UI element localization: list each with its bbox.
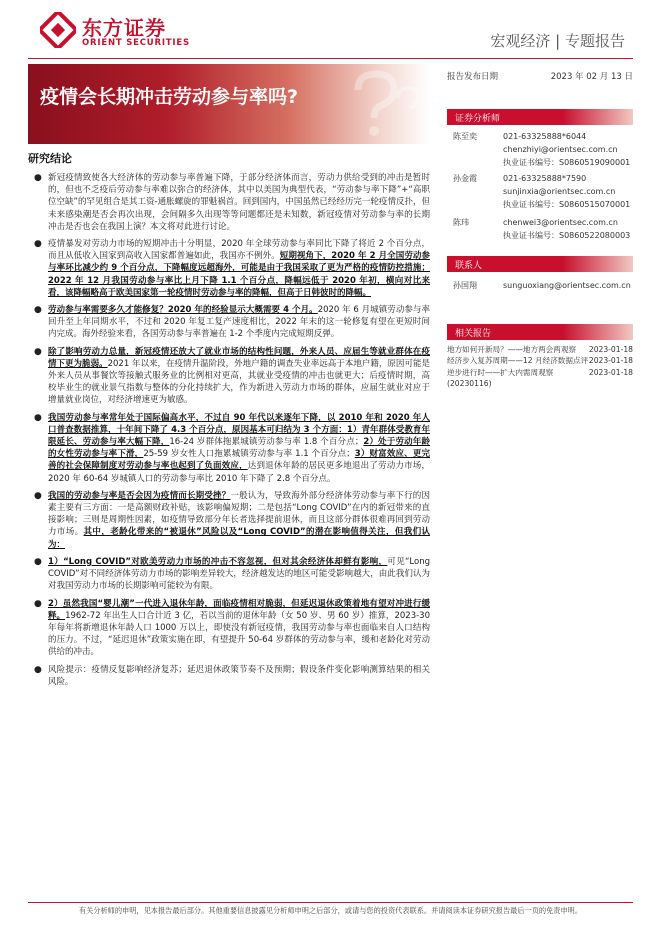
- analyst-license: 执业证书编号：S0860522080003: [503, 231, 631, 240]
- bullet-text: 1962-72 年出生人口合计近 3 亿，若以当前的退休年龄（女 50 岁、男 60 岁）推算，2023-30 年每年将新增退休年龄人口 1000 万以上，即使没有新冠疫情，我国劳动参与率也面临来自人口结构的压力。不过，“延迟退休”政策实施在即，有望提升 50-64 岁群体的劳动参与率，缓和老龄化对劳动供给的冲击。: [48, 610, 430, 658]
- contact-name: 孙国翔: [453, 281, 477, 290]
- bullet-dot-icon: ●: [34, 556, 42, 567]
- section-title: 研究结论: [28, 152, 72, 165]
- related-report-title[interactable]: 经济步入复苏周期——12 月经济数据点评: [447, 356, 589, 366]
- bullet-dot-icon: ●: [34, 664, 42, 675]
- bullet-dot-icon: ●: [34, 305, 42, 316]
- related-report-date: 2023-01-18: [588, 356, 633, 366]
- related-report-item[interactable]: [447, 344, 633, 355]
- analyst-email[interactable]: chenwei3@orientsec.com.cn: [503, 218, 618, 227]
- bullet-emphasis-text: 2）处于劳动年龄的女性劳动参与率下滑，: [48, 437, 430, 460]
- analyst-name: 孙金霞: [453, 174, 477, 183]
- bullet-dot-icon: ●: [34, 346, 42, 357]
- bullet-emphasis-text: 1）“Long COVID”对欧美劳动力市场的冲击不容忽视，但对其余经济体却鲜有影响，: [48, 556, 388, 567]
- analyst-name: 陈玮: [453, 218, 469, 227]
- related-report-title[interactable]: 地方如何开新局？——地方两会两观察: [447, 345, 577, 354]
- bullet-emphasis-text: 其中，老龄化带来的“被退休”风险以及“Long COVID”的潜在影响值得关注，但我们认为：: [48, 527, 430, 550]
- conclusion-bullet: [28, 412, 430, 485]
- analyst-email[interactable]: chenzhiyi@orientsec.com.cn: [503, 145, 618, 154]
- conclusion-bullet: [28, 172, 430, 233]
- bullet-text: 16-24 岁群体拖累城镇劳动参与率 1.8 个百分点；: [169, 437, 364, 448]
- analyst-email[interactable]: sunjinxia@orientsec.com.cn: [503, 187, 616, 196]
- conclusion-bullet: [28, 556, 430, 593]
- bullet-emphasis-text: 3）财富效应、更完善的社会保障制度对劳动参与率也起到了负面效应，: [48, 449, 430, 472]
- bullet-dot-icon: ●: [34, 598, 42, 609]
- conclusion-bullet: [28, 238, 430, 299]
- contact-email[interactable]: sunguoxiang@orientsec.com.cn: [503, 281, 631, 290]
- report-header: [0, 0, 661, 62]
- bullet-emphasis-text: 2）虽然我国“婴儿潮”一代进入退休年龄，面临疫情相对脆弱，但延迟退休政策着地有望对冲进行缓释。: [48, 598, 430, 621]
- conclusion-bullet: [28, 664, 430, 688]
- contacts-heading: 联系人: [447, 256, 633, 272]
- analyst-phone: 021-63325888*7590: [503, 174, 587, 183]
- bullet-emphasis-text: 我国劳动参与率常年处于国际偏高水平，不过自 90 年代以来逐年下降，以 2010 年和 2020 年人口普查数据推算，十年间下降了 4.3 个百分点，原因基本可归结为 3 个方面：1）青年群体受教育年限延长、劳动参与率大幅下降，: [48, 412, 430, 448]
- conclusion-bullet: [28, 346, 430, 407]
- analysts-heading: 证券分析师: [447, 109, 633, 125]
- analyst-phone: 021-63325888*6044: [503, 132, 587, 141]
- footer-divider: [28, 902, 633, 903]
- title-banner: [28, 64, 430, 144]
- related-reports-heading: 相关报告: [447, 324, 633, 340]
- publish-date-value: 2023 年 02 月 13 日: [550, 72, 633, 82]
- bullet-text: 风险提示：疫情反复影响经济复苏；延迟退休政策节奏不及预期；假设条件变化影响测算结果的相关风险。: [48, 664, 430, 687]
- conclusion-bullet-list: [28, 172, 430, 688]
- brand-name-en: ORIENT SECURITIES: [82, 38, 190, 48]
- report-title: 疫情会长期冲击劳动参与率吗?: [40, 86, 299, 108]
- bullet-text: 2021 年以来，在疫情升温阶段，外地户籍的调查失业率远高于本地户籍，原因可能是外来人员从事餐饮等接触式服务业的比例相对更高，其就业受疫情的冲击也就更大；后疫情时期，高校毕业生的就业景气指数与整体的分化持续扩大，作为新进入劳动力市场的群体，应届生就业对应于增量就业岗位，对经济增速更为敏感。: [48, 358, 430, 406]
- bullet-emphasis-text: 我国的劳动参与率是否会因为疫情而长期受挫？: [48, 490, 231, 501]
- bullet-emphasis-text: 劳动参与率需要多久才能修复？2020 年的经验显示大概需要 4 个月。: [48, 305, 318, 316]
- bullet-emphasis-text: 除了影响劳动力总量，新冠疫情还放大了就业市场的结构性问题，外来人员、应届生等就业群体在疫情下更为脆弱。: [48, 346, 430, 369]
- report-type: 宏观经济 | 专题报告: [490, 32, 625, 50]
- analyst-license: 执业证书编号：S0860515070001: [503, 200, 631, 209]
- header-divider: [28, 58, 633, 59]
- bullet-text: 2020 年 6 月城镇劳动参与率回升至上年同期水平，不过和 2020 年复工复产速度相比，2022 年末的这一轮修复有望在更短时间内完成。海外经验来看，各国劳动参与率普遍在 1-2 个季度内完成短期反弹。: [48, 305, 430, 340]
- analyst-name: 陈至奕: [453, 132, 477, 141]
- analyst-license: 执业证书编号：S0860519090001: [503, 158, 631, 167]
- related-report-title[interactable]: 逆步进行时——扩大内需周观察(20230116): [447, 367, 554, 389]
- footer-disclaimer: 有关分析师的申明，见本报告最后部分。其他重要信息披露见分析师申明之后部分，或请与您的投资代表联系。并请阅读本证券研究报告最后一页的免责申明。: [78, 906, 583, 915]
- conclusion-bullet: [28, 598, 430, 659]
- related-report-item[interactable]: [447, 355, 633, 366]
- conclusion-bullet: [28, 490, 430, 551]
- related-report-item[interactable]: [447, 367, 633, 390]
- brand-name-cn: 东方证券: [82, 16, 166, 40]
- orient-securities-logo-icon: [40, 12, 76, 48]
- bullet-emphasis-text: 短期视角下，2020 年 2 月全国劳动参与率环比减少约 9 个百分点，下降幅度远超海外，可能是由于我国采取了更为严格的疫情防控措施；2022 年 12 月我国劳动参与率比上月下降 1.1 个百分点，降幅远低于 2020 年初，横向对比来看，该降幅略高于欧美国家第一轮疫情时劳动参与率的降幅，但高于日韩彼时的降幅。: [48, 251, 430, 298]
- related-report-date: 2023-01-18: [588, 345, 633, 354]
- related-reports-list: [447, 344, 633, 390]
- bullet-text: 疫情暴发对劳动力市场的短期冲击十分明显，2020 年全球劳动参与率同比下降了将近 2 个百分点，而且从低收入国家到高收入国家都普遍如此，我国亦不例外。: [48, 239, 430, 262]
- bullet-text: 达到退休年龄的居民更多地退出了劳动力市场，2020 年 60-64 岁城镇人口的劳动参与率比 2010 年下降了 2.8 个百分点。: [48, 461, 430, 484]
- bullet-text: 新冠疫情致使各大经济体的劳动参与率普遍下降，于部分经济体而言，劳动力供给受到的冲击是暂时的，但也不乏疫后劳动参与率难以弥合的经济体，其中以美国为典型代表，“劳动参与率下降”+“高职位空缺”的罕见组合是其工资-通胀螺旋的罪魁祸首。回到国内，中国虽然已经经历完一轮疫情反扑，但未来感染潮是否会再次出现，会间隔多久出现等等问题都还是未知数，新冠疫情对劳动参与率的长期冲击是否也会在我国上演？本文将对此进行讨论。: [48, 173, 430, 232]
- bullet-text: 可见“Long COVID”对不同经济体劳动力市场的影响差异较大，经济越发达的地区可能受影响越大，由此我们认为对我国劳动力市场的长期影响可能较为有限。: [48, 556, 430, 592]
- bullet-text: 一般认为，导致海外部分经济体劳动参与率下行的因素主要有三方面：一是高额财政补贴，该影响偏短期；二是包括“Long COVID”在内的新冠带来的直接影响；三则是周期性因素，如疫情导致部分年长者选择提前退休，而且这部分群体很难再回到劳动力市场。: [48, 490, 430, 538]
- bullet-dot-icon: ●: [34, 173, 42, 183]
- bullet-dot-icon: ●: [34, 412, 42, 423]
- bullet-dot-icon: ●: [34, 239, 42, 250]
- research-conclusions: [28, 150, 430, 693]
- publish-date-label: 报告发布日期: [447, 72, 499, 82]
- bullet-dot-icon: ●: [34, 490, 42, 501]
- related-report-date: 2023-01-18: [588, 367, 633, 377]
- question-mark-decoration-icon: [328, 68, 428, 140]
- bullet-text: 25-59 岁女性人口拖累城镇劳动参与率 1.1 个百分点；: [143, 449, 355, 460]
- conclusion-bullet: [28, 304, 430, 341]
